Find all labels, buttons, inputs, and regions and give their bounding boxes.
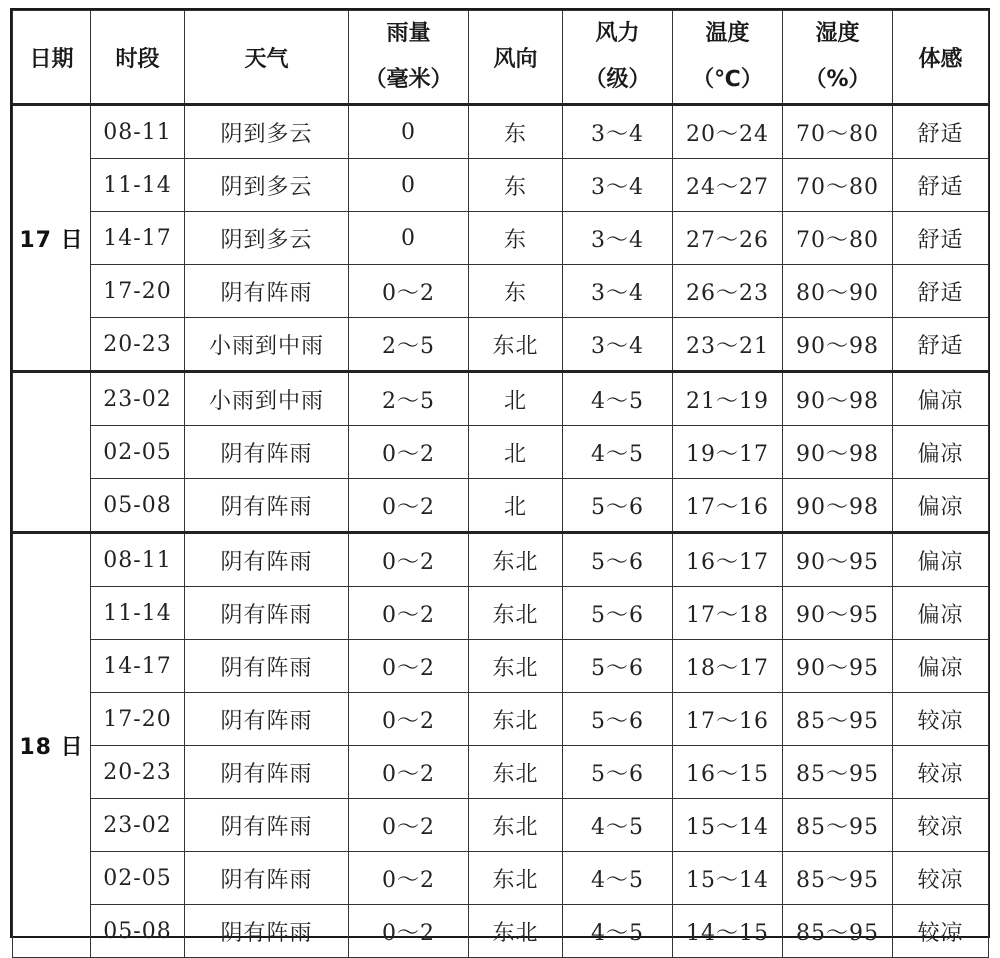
forecast-table-frame xyxy=(10,8,990,946)
feel-cell: 舒适 xyxy=(893,265,989,318)
humidity-cell: 90～98 xyxy=(783,426,893,479)
weather-cell: 阴有阵雨 xyxy=(185,746,349,799)
rain-cell: 0～2 xyxy=(349,746,469,799)
header-row xyxy=(13,11,989,105)
period-cell: 08-11 xyxy=(91,105,185,159)
temperature-cell: 20～24 xyxy=(673,105,783,159)
feel-cell: 偏凉 xyxy=(893,587,989,640)
table-row xyxy=(13,265,989,318)
period-cell: 17-20 xyxy=(91,265,185,318)
wind-force-cell: 3～4 xyxy=(563,105,673,159)
humidity-cell: 90～98 xyxy=(783,372,893,426)
header-date: 日期 xyxy=(13,11,91,105)
table-row xyxy=(13,587,989,640)
wind-direction-cell: 北 xyxy=(469,372,563,426)
wind-force-cell: 3～4 xyxy=(563,212,673,265)
rain-cell: 2～5 xyxy=(349,318,469,372)
weather-forecast-table xyxy=(12,10,989,958)
wind-direction-cell: 北 xyxy=(469,479,563,533)
temperature-cell: 17～16 xyxy=(673,693,783,746)
wind-force-cell: 4～5 xyxy=(563,852,673,905)
header-wind-direction: 风向 xyxy=(469,11,563,105)
wind-force-cell: 5～6 xyxy=(563,746,673,799)
wind-direction-cell: 东北 xyxy=(469,533,563,587)
rain-cell: 0 xyxy=(349,159,469,212)
humidity-cell: 90～95 xyxy=(783,587,893,640)
humidity-cell: 90～98 xyxy=(783,479,893,533)
weather-cell: 小雨到中雨 xyxy=(185,318,349,372)
header-feel: 体感 xyxy=(893,11,989,105)
feel-cell: 偏凉 xyxy=(893,479,989,533)
table-row xyxy=(13,640,989,693)
humidity-cell: 85～95 xyxy=(783,852,893,905)
rain-cell: 0 xyxy=(349,212,469,265)
wind-force-cell: 5～6 xyxy=(563,533,673,587)
wind-force-cell: 4～5 xyxy=(563,905,673,958)
feel-cell: 较凉 xyxy=(893,746,989,799)
table-row xyxy=(13,799,989,852)
period-cell: 14-17 xyxy=(91,212,185,265)
wind-direction-cell: 东 xyxy=(469,212,563,265)
table-row xyxy=(13,905,989,958)
humidity-cell: 70～80 xyxy=(783,212,893,265)
weather-cell: 阴到多云 xyxy=(185,105,349,159)
period-cell: 20-23 xyxy=(91,318,185,372)
feel-cell: 偏凉 xyxy=(893,426,989,479)
feel-cell: 舒适 xyxy=(893,159,989,212)
wind-direction-cell: 东北 xyxy=(469,318,563,372)
header-weather: 天气 xyxy=(185,11,349,105)
humidity-cell: 90～95 xyxy=(783,640,893,693)
wind-force-cell: 3～4 xyxy=(563,265,673,318)
wind-force-cell: 4～5 xyxy=(563,426,673,479)
table-row xyxy=(13,693,989,746)
table-row xyxy=(13,852,989,905)
weather-cell: 阴有阵雨 xyxy=(185,265,349,318)
temperature-cell: 15～14 xyxy=(673,799,783,852)
header-humidity: 湿度 （%） xyxy=(783,11,893,105)
weather-cell: 阴有阵雨 xyxy=(185,905,349,958)
weather-cell: 阴有阵雨 xyxy=(185,799,349,852)
feel-cell: 舒适 xyxy=(893,318,989,372)
rain-cell: 0～2 xyxy=(349,587,469,640)
humidity-cell: 85～95 xyxy=(783,746,893,799)
table-row xyxy=(13,426,989,479)
header-rain: 雨量 （毫米） xyxy=(349,11,469,105)
feel-cell: 较凉 xyxy=(893,799,989,852)
wind-direction-cell: 东北 xyxy=(469,693,563,746)
date-cell: 18 日 xyxy=(13,533,91,958)
period-cell: 11-14 xyxy=(91,159,185,212)
table-row xyxy=(13,159,989,212)
table-body xyxy=(13,105,989,958)
humidity-cell: 90～95 xyxy=(783,533,893,587)
feel-cell: 舒适 xyxy=(893,212,989,265)
temperature-cell: 16～17 xyxy=(673,533,783,587)
temperature-cell: 26～23 xyxy=(673,265,783,318)
weather-cell: 阴有阵雨 xyxy=(185,479,349,533)
period-cell: 14-17 xyxy=(91,640,185,693)
temperature-cell: 15～14 xyxy=(673,852,783,905)
rain-cell: 0～2 xyxy=(349,693,469,746)
feel-cell: 较凉 xyxy=(893,852,989,905)
temperature-cell: 24～27 xyxy=(673,159,783,212)
weather-cell: 阴有阵雨 xyxy=(185,640,349,693)
period-cell: 02-05 xyxy=(91,852,185,905)
period-cell: 20-23 xyxy=(91,746,185,799)
temperature-cell: 16～15 xyxy=(673,746,783,799)
wind-force-cell: 5～6 xyxy=(563,693,673,746)
rain-cell: 0～2 xyxy=(349,905,469,958)
date-cell: 17 日 xyxy=(13,105,91,372)
rain-cell: 0～2 xyxy=(349,265,469,318)
wind-direction-cell: 东 xyxy=(469,159,563,212)
temperature-cell: 17～18 xyxy=(673,587,783,640)
date-cell xyxy=(13,372,91,533)
wind-direction-cell: 北 xyxy=(469,426,563,479)
wind-force-cell: 5～6 xyxy=(563,640,673,693)
table-row xyxy=(13,105,989,159)
period-cell: 17-20 xyxy=(91,693,185,746)
rain-cell: 0～2 xyxy=(349,799,469,852)
rain-cell: 2～5 xyxy=(349,372,469,426)
table-row xyxy=(13,318,989,372)
rain-cell: 0～2 xyxy=(349,426,469,479)
weather-cell: 阴到多云 xyxy=(185,159,349,212)
humidity-cell: 85～95 xyxy=(783,799,893,852)
feel-cell: 较凉 xyxy=(893,905,989,958)
wind-direction-cell: 东北 xyxy=(469,587,563,640)
feel-cell: 偏凉 xyxy=(893,640,989,693)
period-cell: 05-08 xyxy=(91,905,185,958)
wind-direction-cell: 东北 xyxy=(469,640,563,693)
rain-cell: 0～2 xyxy=(349,640,469,693)
rain-cell: 0 xyxy=(349,105,469,159)
humidity-cell: 85～95 xyxy=(783,693,893,746)
header-wind-force: 风力 （级） xyxy=(563,11,673,105)
feel-cell: 舒适 xyxy=(893,105,989,159)
humidity-cell: 70～80 xyxy=(783,105,893,159)
humidity-cell: 80～90 xyxy=(783,265,893,318)
wind-force-cell: 5～6 xyxy=(563,587,673,640)
wind-direction-cell: 东 xyxy=(469,265,563,318)
feel-cell: 较凉 xyxy=(893,693,989,746)
humidity-cell: 90～98 xyxy=(783,318,893,372)
wind-force-cell: 5～6 xyxy=(563,479,673,533)
header-temperature: 温度 （℃） xyxy=(673,11,783,105)
period-cell: 23-02 xyxy=(91,372,185,426)
table-row xyxy=(13,212,989,265)
humidity-cell: 70～80 xyxy=(783,159,893,212)
rain-cell: 0～2 xyxy=(349,479,469,533)
period-cell: 05-08 xyxy=(91,479,185,533)
period-cell: 23-02 xyxy=(91,799,185,852)
temperature-cell: 21～19 xyxy=(673,372,783,426)
table-row xyxy=(13,372,989,426)
rain-cell: 0～2 xyxy=(349,533,469,587)
wind-direction-cell: 东北 xyxy=(469,799,563,852)
weather-cell: 阴有阵雨 xyxy=(185,426,349,479)
temperature-cell: 27～26 xyxy=(673,212,783,265)
rain-cell: 0～2 xyxy=(349,852,469,905)
temperature-cell: 19～17 xyxy=(673,426,783,479)
temperature-cell: 23～21 xyxy=(673,318,783,372)
wind-direction-cell: 东 xyxy=(469,105,563,159)
humidity-cell: 85～95 xyxy=(783,905,893,958)
wind-force-cell: 4～5 xyxy=(563,799,673,852)
wind-force-cell: 4～5 xyxy=(563,372,673,426)
wind-direction-cell: 东北 xyxy=(469,852,563,905)
temperature-cell: 17～16 xyxy=(673,479,783,533)
temperature-cell: 14～15 xyxy=(673,905,783,958)
period-cell: 11-14 xyxy=(91,587,185,640)
period-cell: 08-11 xyxy=(91,533,185,587)
wind-force-cell: 3～4 xyxy=(563,318,673,372)
header-period: 时段 xyxy=(91,11,185,105)
weather-cell: 阴有阵雨 xyxy=(185,587,349,640)
table-row xyxy=(13,533,989,587)
weather-cell: 阴有阵雨 xyxy=(185,693,349,746)
weather-cell: 阴有阵雨 xyxy=(185,533,349,587)
table-row xyxy=(13,746,989,799)
weather-cell: 小雨到中雨 xyxy=(185,372,349,426)
weather-cell: 阴到多云 xyxy=(185,212,349,265)
period-cell: 02-05 xyxy=(91,426,185,479)
weather-cell: 阴有阵雨 xyxy=(185,852,349,905)
wind-force-cell: 3～4 xyxy=(563,159,673,212)
wind-direction-cell: 东北 xyxy=(469,746,563,799)
feel-cell: 偏凉 xyxy=(893,533,989,587)
table-row xyxy=(13,479,989,533)
feel-cell: 偏凉 xyxy=(893,372,989,426)
wind-direction-cell: 东北 xyxy=(469,905,563,958)
temperature-cell: 18～17 xyxy=(673,640,783,693)
